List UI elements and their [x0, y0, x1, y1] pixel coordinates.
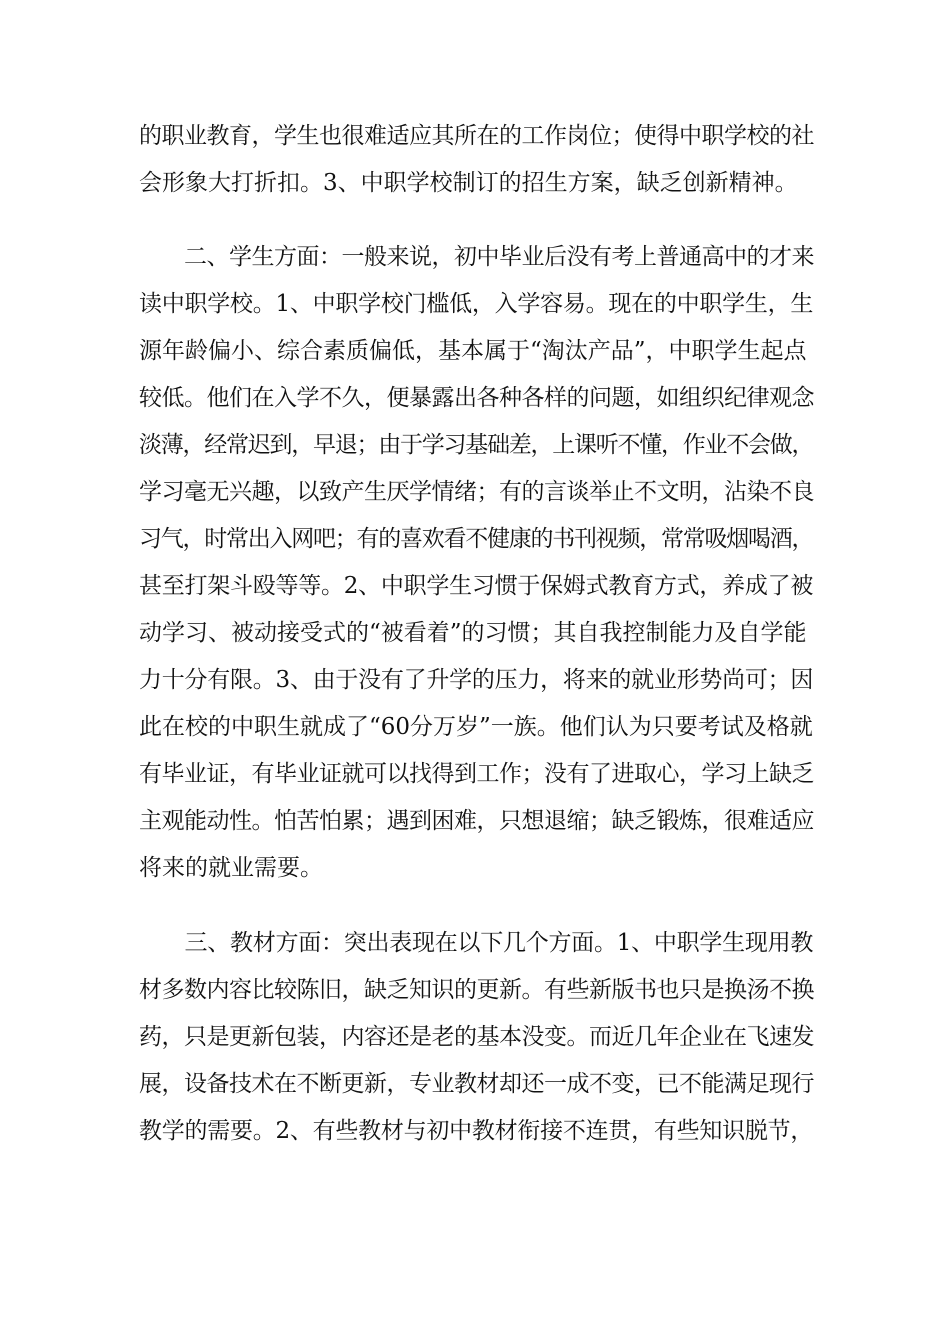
- paragraph-teaching-materials-aspect: [139, 920, 819, 1155]
- text-line: 读中职学校。1、中职学校门槛低，入学容易。现在的中职学生，生: [139, 291, 814, 317]
- text-line: 教学的需要。2、有些教材与初中教材衔接不连贯，有些知识脱节，: [139, 1118, 814, 1144]
- text-line: 会形象大打折扣。3、中职学校制订的招生方案，缺乏创新精神。: [139, 170, 798, 196]
- text-line: 有毕业证，有毕业证就可以找得到工作；没有了进取心，学习上缺乏: [139, 761, 814, 787]
- text-line: 二、学生方面：一般来说，初中毕业后没有考上普通高中的才来: [139, 244, 814, 270]
- text-line: 学习毫无兴趣，以致产生厌学情绪；有的言谈举止不文明，沾染不良: [139, 479, 814, 505]
- text-line: 三、教材方面：突出表现在以下几个方面。1、中职学生现用教: [139, 930, 814, 956]
- text-line: 力十分有限。3、由于没有了升学的压力，将来的就业形势尚可；因: [139, 667, 814, 693]
- text-line: 源年龄偏小、综合素质偏低，基本属于“淘汰产品”，中职学生起点: [139, 338, 807, 364]
- paragraph-student-aspect: [139, 234, 819, 892]
- text-line: 甚至打架斗殴等等。2、中职学生习惯于保姆式教育方式，养成了被: [139, 573, 814, 599]
- text-line: 此在校的中职生就成了“60分万岁”一族。他们认为只要考试及格就: [139, 714, 813, 740]
- text-line: 动学习、被动接受式的“被看着”的习惯；其自我控制能力及自学能: [139, 620, 807, 646]
- text-line: 药，只是更新包装，内容还是老的基本没变。而近几年企业在飞速发: [139, 1024, 814, 1050]
- paragraph-vocational-education-continuation: [139, 113, 819, 207]
- text-line: 淡薄，经常迟到，早退；由于学习基础差，上课听不懂，作业不会做，: [139, 432, 814, 458]
- text-line: 展，设备技术在不断更新，专业教材却还一成不变，已不能满足现行: [139, 1071, 814, 1097]
- text-line: 较低。他们在入学不久，便暴露出各种各样的问题，如组织纪律观念: [139, 385, 814, 411]
- text-line: 习气，时常出入网吧；有的喜欢看不健康的书刊视频，常常吸烟喝酒，: [139, 526, 814, 552]
- text-line: 将来的就业需要。: [139, 855, 323, 881]
- text-line: 的职业教育，学生也很难适应其所在的工作岗位；使得中职学校的社: [139, 123, 814, 149]
- text-line: 材多数内容比较陈旧，缺乏知识的更新。有些新版书也只是换汤不换: [139, 977, 814, 1003]
- text-line: 主观能动性。怕苦怕累；遇到困难，只想退缩；缺乏锻炼，很难适应: [139, 808, 814, 834]
